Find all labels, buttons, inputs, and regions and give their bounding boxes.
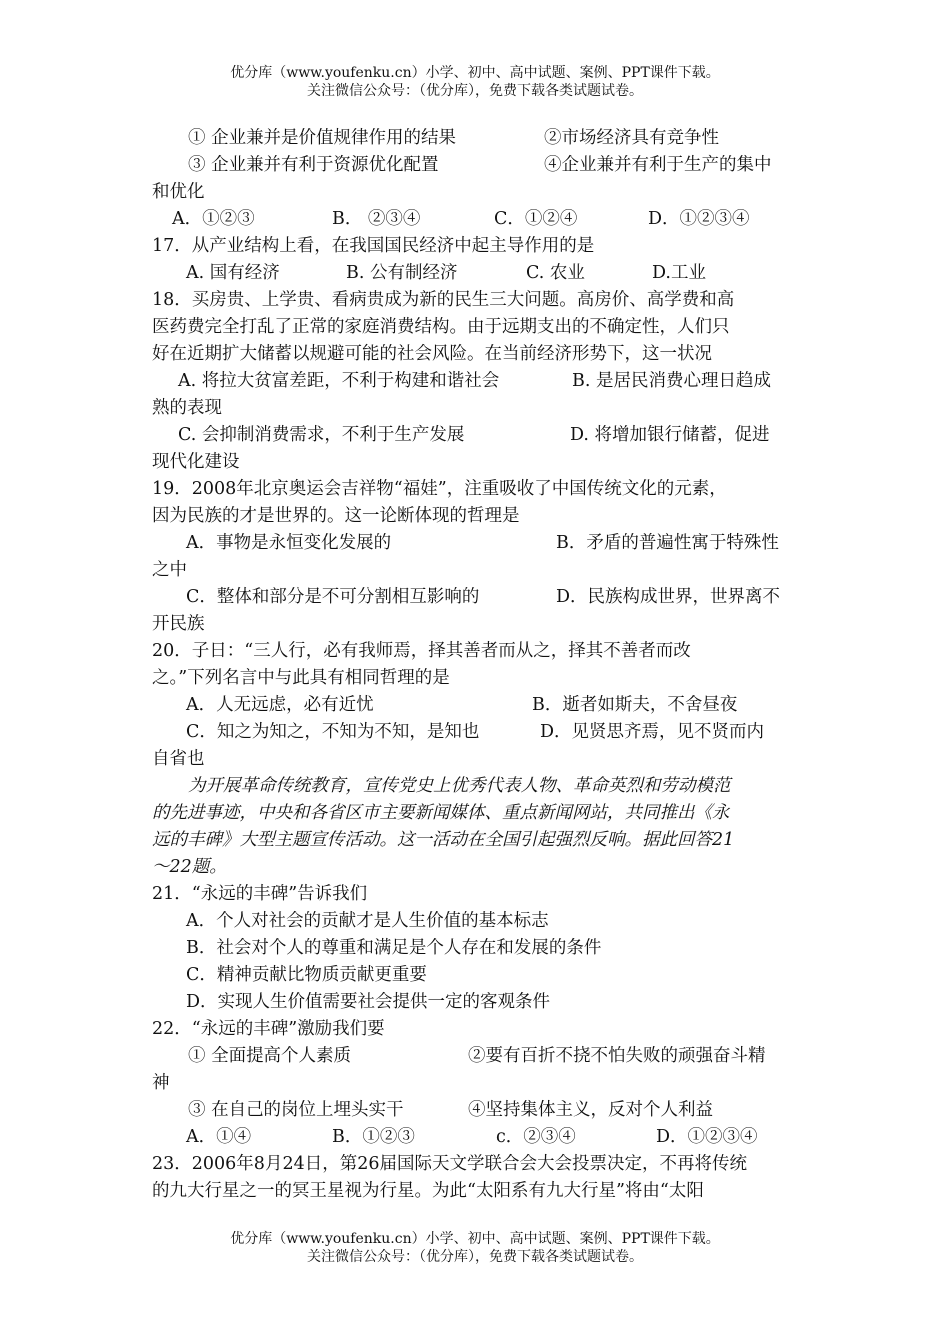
q22-option-2-continued: 神 <box>152 1073 170 1093</box>
q19-stem-line-1: 19．2008年北京奥运会吉祥物“福娃”，注重吸收了中国传统文化的元素， <box>152 479 727 499</box>
passage-line-2: 的先进事迹，中央和各省区市主要新闻媒体、重点新闻网站，共同推出《永 <box>152 803 730 823</box>
q22-choice-c: c．②③④ <box>496 1127 576 1147</box>
q17-choice-b: B. 公有制经济 <box>346 263 458 283</box>
q19-choice-b-continued: 之中 <box>152 560 187 580</box>
q20-stem-line-1: 20．子日：“三人行，必有我师焉，择其善者而从之，择其不善者而改 <box>152 641 691 661</box>
q19-choice-d-continued: 开民族 <box>152 614 205 634</box>
q19-choice-c: C．整体和部分是不可分割相互影响的 <box>186 587 480 607</box>
q22-option-4: ④坚持集体主义，反对个人利益 <box>468 1100 713 1120</box>
q22-option-1: ① 全面提高个人素质 <box>188 1046 352 1066</box>
q17-choice-d: D.工业 <box>652 263 706 283</box>
q18-stem-line-1: 18．买房贵、上学贵、看病贵成为新的民生三大问题。高房价、高学费和高 <box>152 290 735 310</box>
q16-choice-d: D．①②③④ <box>648 209 750 229</box>
q23-stem-line-2: 的九大行星之一的冥王星视为行星。为此“太阳系有九大行星”将由“太阳 <box>152 1181 704 1201</box>
passage-line-4: ～22题。 <box>152 857 227 877</box>
q16-option-4-continued: 和优化 <box>152 182 205 202</box>
q18-choice-d-continued: 现代化建设 <box>152 452 240 472</box>
q18-choice-d: D. 将增加银行储蓄，促进 <box>570 425 770 445</box>
page-header <box>0 64 950 100</box>
page-footer <box>0 1230 950 1266</box>
q18-choice-c: C. 会抑制消费需求，不利于生产发展 <box>178 425 465 445</box>
q20-choice-c: C．知之为知之，不知为不知，是知也 <box>186 722 480 742</box>
q16-choice-c: C．①②④ <box>494 209 578 229</box>
q18-stem-line-2: 医药费完全打乱了正常的家庭消费结构。由于远期支出的不确定性，人们只 <box>152 317 730 337</box>
q20-choice-d: D．见贤思齐焉，见不贤而内 <box>540 722 765 742</box>
q16-option-3: ③ 企业兼并有利于资源优化配置 <box>188 155 439 175</box>
q16-choice-b: B． ②③④ <box>332 209 421 229</box>
q16-choice-a: A．①②③ <box>172 209 255 229</box>
q22-stem: 22．“永远的丰碑”激励我们要 <box>152 1019 385 1039</box>
header-line-2: 关注微信公众号：（优分库），免费下载各类试题试卷。 <box>307 83 643 99</box>
q22-choice-a: A．①④ <box>186 1127 252 1147</box>
q16-option-4: ④企业兼并有利于生产的集中 <box>544 155 772 175</box>
q19-choice-b: B．矛盾的普遍性寓于特殊性 <box>556 533 779 553</box>
q18-choice-b-continued: 熟的表现 <box>152 398 222 418</box>
q22-option-3: ③ 在自己的岗位上埋头实干 <box>188 1100 404 1120</box>
q22-option-2: ②要有百折不挠不怕失败的顽强奋斗精 <box>468 1046 766 1066</box>
passage-line-3: 远的丰碑》大型主题宣传活动。这一活动在全国引起强烈反响。据此回答21 <box>152 830 735 850</box>
q19-choice-a: A．事物是永恒变化发展的 <box>186 533 392 553</box>
q17-choice-a: A. 国有经济 <box>186 263 280 283</box>
q20-stem-line-2: 之。”下列名言中与此具有相同哲理的是 <box>152 668 450 688</box>
q18-choice-b: B. 是居民消费心理日趋成 <box>572 371 771 391</box>
q22-choice-d: D．①②③④ <box>656 1127 758 1147</box>
q18-stem-line-3: 好在近期扩大储蓄以规避可能的社会风险。在当前经济形势下，这一状况 <box>152 344 712 364</box>
q20-choice-a: A．人无远虑，必有近忧 <box>186 695 374 715</box>
q17-choice-c: C. 农业 <box>526 263 585 283</box>
q21-stem: 21．“永远的丰碑”告诉我们 <box>152 884 368 904</box>
q17-stem: 17．从产业结构上看，在我国国民经济中起主导作用的是 <box>152 236 595 256</box>
q18-choice-a: A. 将拉大贫富差距，不利于构建和谐社会 <box>178 371 500 391</box>
q19-stem-line-2: 因为民族的才是世界的。这一论断体现的哲理是 <box>152 506 520 526</box>
q22-choice-b: B．①②③ <box>332 1127 415 1147</box>
footer-line-1: 优分库（www.youfenku.cn）小学、初中、高中试题、案例、PPT课件下载。 <box>230 1231 720 1247</box>
header-line-1: 优分库（www.youfenku.cn）小学、初中、高中试题、案例、PPT课件下载。 <box>230 65 720 81</box>
q20-choice-d-continued: 自省也 <box>152 749 205 769</box>
q16-option-1: ① 企业兼并是价值规律作用的结果 <box>188 128 457 148</box>
q16-option-2: ②市场经济具有竞争性 <box>544 128 719 148</box>
q20-choice-b: B．逝者如斯夫，不舍昼夜 <box>532 695 738 715</box>
q23-stem-line-1: 23．2006年8月24日，第26届国际天文学联合会大会投票决定，不再将传统 <box>152 1154 747 1174</box>
footer-line-2: 关注微信公众号：（优分库），免费下载各类试题试卷。 <box>307 1249 643 1265</box>
q19-choice-d: D．民族构成世界，世界离不 <box>556 587 781 607</box>
